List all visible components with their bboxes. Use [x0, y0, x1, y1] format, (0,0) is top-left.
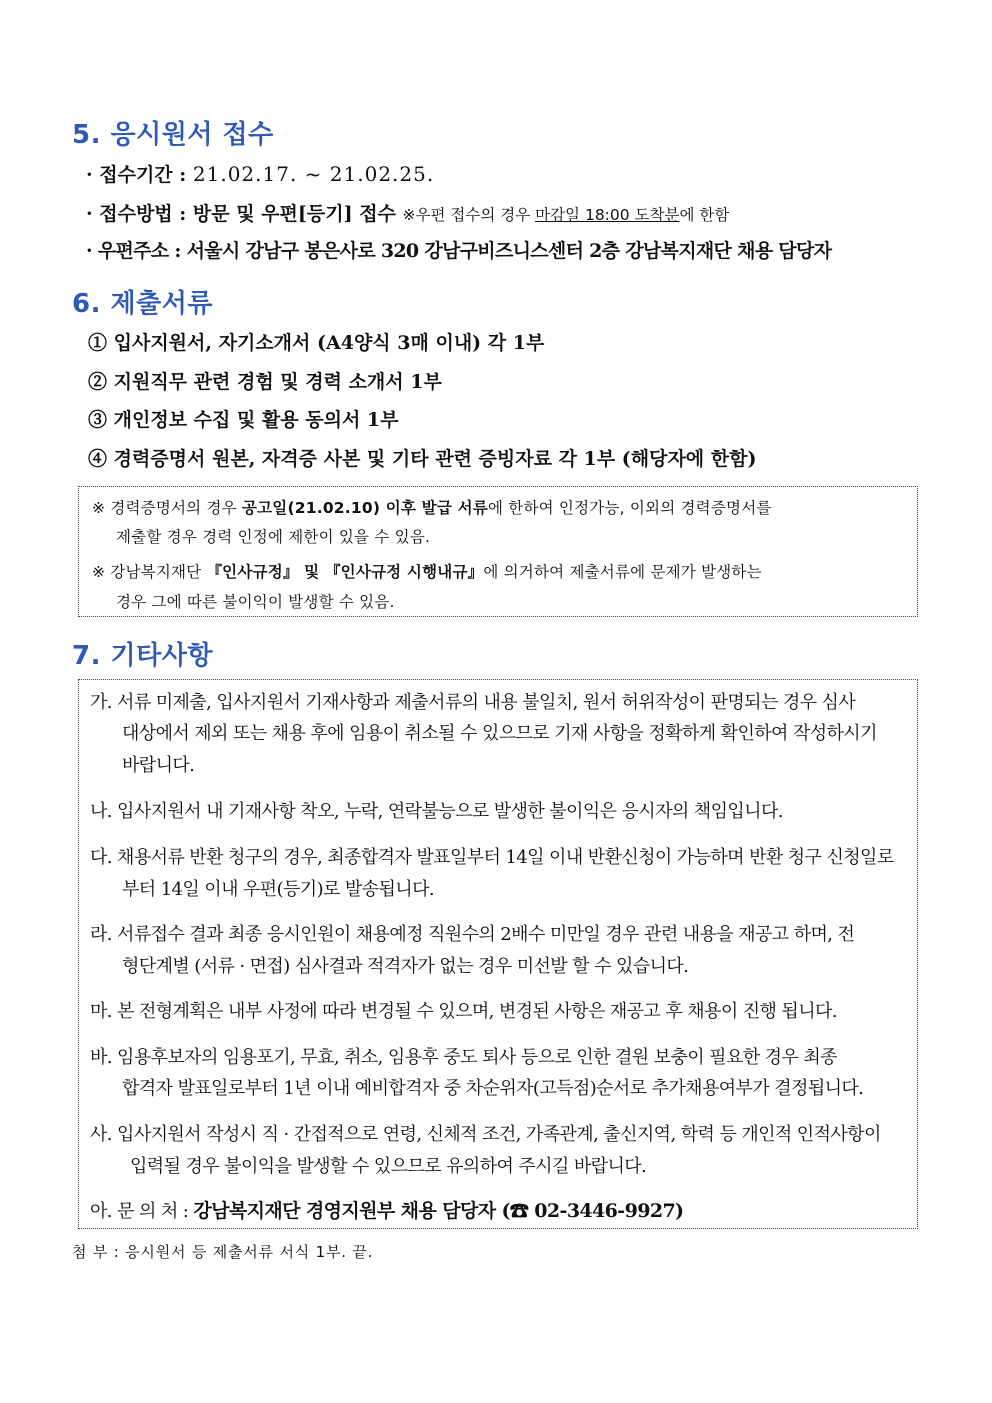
- notice-1-line-1: [92, 496, 772, 518]
- notice-2-bold: 『인사규정』 및 『인사규정 시행내규』: [206, 563, 484, 581]
- period-label: · 접수기간 :: [86, 164, 193, 186]
- notice-2-suffix: 에 의거하여 제출서류에 문제가 발생하는: [483, 563, 762, 581]
- notice-1-suffix: 에 한하여 인정가능, 이외의 경력증명서를: [487, 499, 772, 517]
- attachment-footer: 첨 부 : 응시원서 등 제출서류 서식 1부. 끝.: [72, 1243, 374, 1261]
- doc-item-4: ④ 경력증명서 원본, 자격증 사본 및 기타 관련 증빙자료 각 1부 (해당자에 한함): [88, 448, 757, 470]
- etc-ga-line-1: 가. 서류 미제출, 입사지원서 기재사항과 제출서류의 내용 불일치, 원서 허위작성이 판명되는 경우 심사: [90, 692, 856, 713]
- notice-2-line-2: 경우 그에 따른 불이익이 발생할 수 있음.: [116, 593, 395, 611]
- etc-ra-line-2: 형단계별 (서류 · 면접) 심사결과 적격자가 없는 경우 미선발 할 수 있습니다.: [122, 956, 689, 977]
- section-5-title: 5. 응시원서 접수: [72, 120, 274, 150]
- etc-a-contact-line: [90, 1196, 683, 1223]
- etc-na-line-1: 나. 입사지원서 내 기재사항 착오, 누락, 연락불능으로 발생한 불이익은 응시자의 책임입니다.: [90, 801, 783, 822]
- etc-ga-line-2: 대상에서 제외 또는 채용 후에 임용이 취소될 수 있으므로 기재 사항을 정확하게 확인하여 작성하시기: [122, 723, 877, 744]
- period-line: [86, 160, 434, 187]
- method-note-pre: ※우편 접수의 경우: [402, 206, 536, 224]
- section-7-title: 7. 기타사항: [72, 641, 213, 671]
- period-value: 21.02.17. ~ 21.02.25.: [192, 162, 435, 186]
- address-line: · 우편주소 : 서울시 강남구 봉은사로 320 강남구비즈니스센터 2층 강남복지재단 채용 담당자: [86, 240, 832, 262]
- method-note-deadline: 마감일 18:00 도착분: [535, 206, 680, 224]
- contact-label: 아. 문 의 처 :: [90, 1201, 194, 1222]
- method-label: · 접수방법 : 방문 및 우편[등기] 접수: [86, 203, 403, 225]
- etc-da-line-1: 다. 채용서류 반환 청구의 경우, 최종합격자 발표일부터 14일 이내 반환신청이 가능하며 반환 청구 신청일로: [90, 847, 894, 868]
- doc-item-3: ③ 개인정보 수집 및 활용 동의서 1부: [88, 409, 399, 431]
- etc-ga-line-3: 바랍니다.: [122, 755, 195, 776]
- notice-1-prefix: ※ 경력증명서의 경우: [92, 499, 242, 517]
- section-6-title: 6. 제출서류: [72, 289, 213, 319]
- etc-ma-line-1: 마. 본 전형계획은 내부 사정에 따라 변경될 수 있으며, 변경된 사항은 재공고 후 채용이 진행 됩니다.: [90, 1001, 837, 1022]
- method-line: [86, 199, 729, 226]
- etc-ra-line-1: 라. 서류접수 결과 최종 응시인원이 채용예정 직원수의 2배수 미만일 경우 관련 내용을 재공고 하며, 전: [90, 924, 855, 945]
- notice-1-line-2: 제출할 경우 경력 인정에 제한이 있을 수 있음.: [116, 528, 431, 546]
- doc-item-2: ② 지원직무 관련 경험 및 경력 소개서 1부: [88, 371, 442, 393]
- etc-ba-line-1: 바. 임용후보자의 임용포기, 무효, 취소, 임용후 중도 퇴사 등으로 인한 결원 보충이 필요한 경우 최종: [90, 1047, 837, 1068]
- doc-item-1: ① 입사지원서, 자기소개서 (A4양식 3매 이내) 각 1부: [88, 332, 545, 354]
- notice-2-prefix: ※ 강남복지재단: [92, 563, 207, 581]
- etc-da-line-2: 부터 14일 이내 우편(등기)로 발송됩니다.: [122, 879, 434, 900]
- etc-sa-line-2: 입력될 경우 불이익을 발생할 수 있으므로 유의하여 주시길 바랍니다.: [130, 1156, 647, 1177]
- notice-2-line-1: [92, 560, 762, 582]
- etc-sa-line-1: 사. 입사지원서 작성시 직 · 간접적으로 연령, 신체적 조건, 가족관계, 출신지역, 학력 등 개인적 인적사항이: [90, 1124, 881, 1145]
- etc-ba-line-2: 합격자 발표일로부터 1년 이내 예비합격자 중 차순위자(고득점)순서로 추가채용여부가 결정됩니다.: [122, 1078, 864, 1099]
- notice-1-bold: 공고일(21.02.10) 이후 발급 서류: [241, 499, 488, 517]
- method-note-post: 에 한함: [679, 206, 730, 224]
- contact-value: 강남복지재단 경영지원부 채용 담당자 (☎ 02-3446-9927): [193, 1200, 684, 1222]
